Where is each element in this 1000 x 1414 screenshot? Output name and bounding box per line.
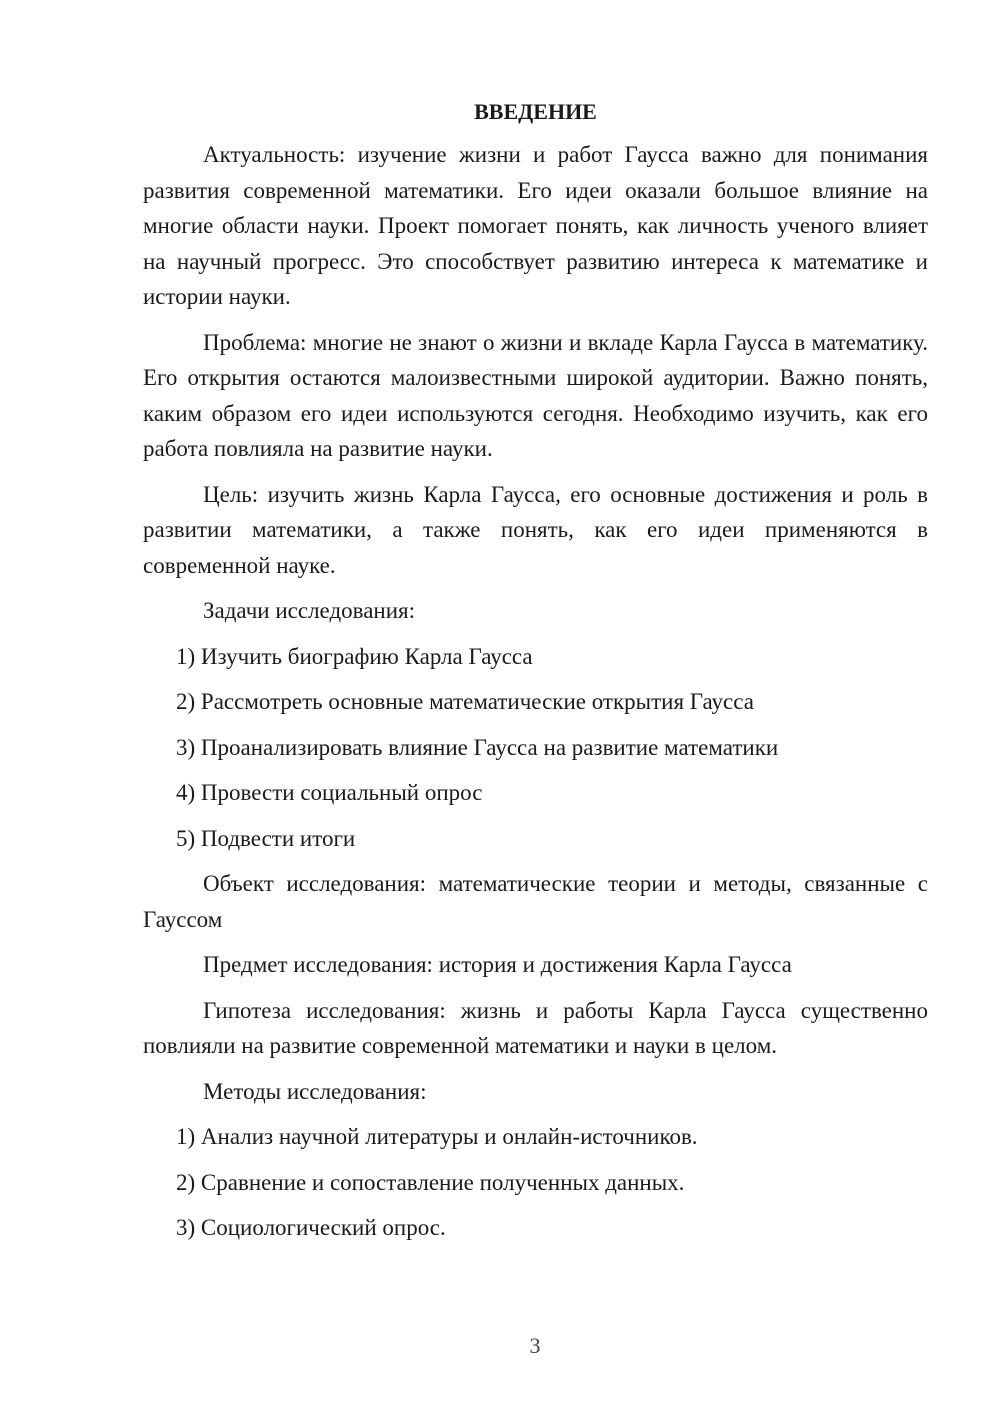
tasks-list [143,639,928,857]
list-item: 2) Сравнение и сопоставление полученных данных. [176,1169,685,1195]
methods-list [143,1119,928,1246]
document-page [143,94,928,1256]
methods-heading: Методы исследования: [203,1078,427,1104]
subject-paragraph: Предмет исследования: история и достижения Карла Гаусса [203,952,792,977]
list-item: 4) Провести социальный опрос [176,780,483,805]
relevance-paragraph: Актуальность: изучение жизни и работ Гаусса важно для понимания развития современной математики. Его идеи оказали большое влияние на многие области науки. Проект помогает понять, как личность ученого влияет на научный прогресс. Это способствует развитию интереса к математике и истории науки. [143,142,928,309]
tasks-heading: Задачи исследования: [203,598,416,623]
list-item: 1) Анализ научной литературы и онлайн-источников. [176,1124,698,1149]
problem-paragraph: Проблема: многие не знают о жизни и вкладе Карла Гаусса в математику. Его открытия остаются малоизвестными широкой аудитории. Важно понять, каким образом его идеи используются сегодня. Необходимо изучить, как его работа повлияла на развитие науки. [143,329,928,461]
page-number: 3 [529,1333,541,1358]
object-paragraph: Объект исследования: математические теории и методы, связанные с Гауссом [143,871,928,932]
list-item: 2) Рассмотреть основные математические открытия Гаусса [176,689,754,714]
section-title: ВВЕДЕНИЕ [474,99,597,124]
list-item: 1) Изучить биографию Карла Гаусса [176,643,533,669]
hypothesis-paragraph: Гипотеза исследования: жизнь и работы Карла Гаусса существенно повлияли на развитие современной математики и науки в целом. [143,997,928,1058]
list-item: 3) Проанализировать влияние Гаусса на развитие математики [176,734,779,760]
list-item: 3) Социологический опрос. [176,1215,446,1240]
goal-paragraph: Цель: изучить жизнь Карла Гаусса, его основные достижения и роль в развитии математики, а также понять, как его идеи применяются в современной науке. [143,481,928,578]
list-item: 5) Подвести итоги [176,825,356,851]
